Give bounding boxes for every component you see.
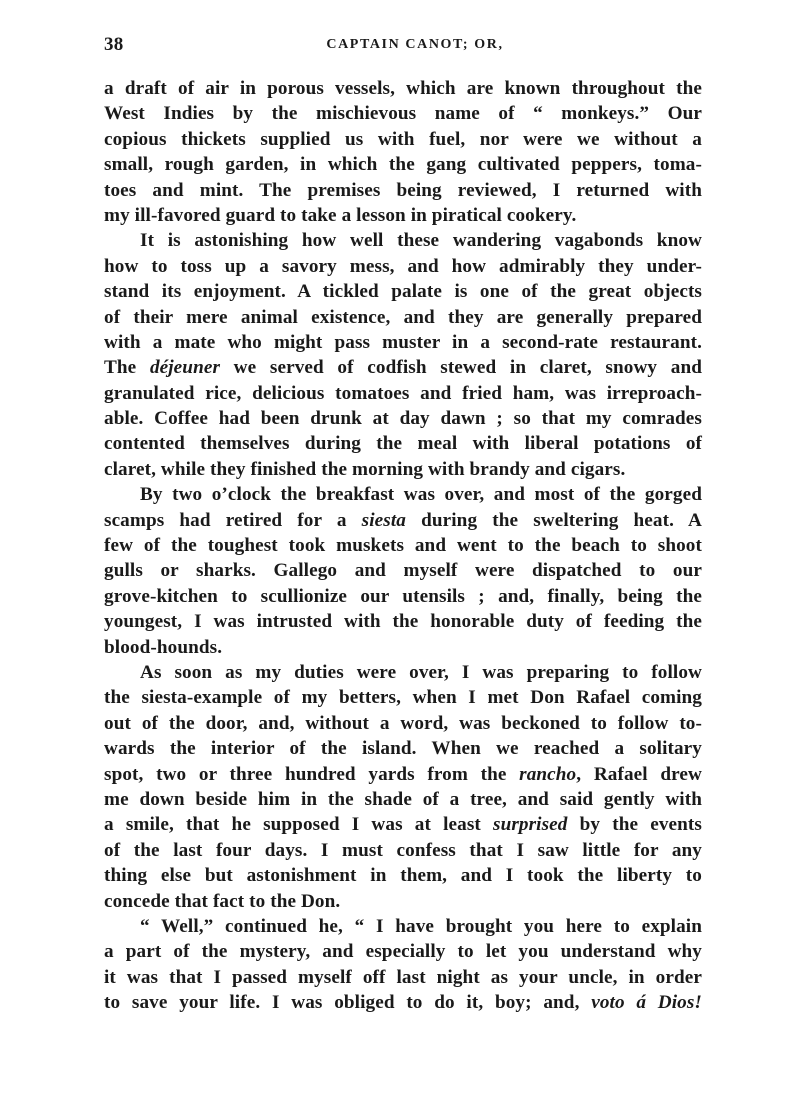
text-line	[104, 762, 702, 787]
text-segment: “ Well,” continued he, “ I have brought you here to explain	[140, 915, 702, 937]
italic-text: siesta	[361, 509, 406, 531]
text-line	[104, 990, 702, 1015]
text-segment: a smile, that he supposed I was at least	[104, 814, 494, 836]
text-segment: how to toss up a savory mess, and how admirably they under-	[104, 255, 702, 277]
text-segment: West Indies by the mischievous name of “ monkeys.” Our	[104, 103, 702, 125]
text-segment: It is astonishing how well these wandering vagabonds know	[140, 230, 702, 252]
text-segment: of their mere animal existence, and they are generally prepared	[104, 306, 702, 328]
text-line	[104, 305, 702, 330]
italic-text: surprised	[493, 814, 568, 836]
text-line	[104, 431, 702, 456]
body-text	[104, 76, 702, 1015]
text-segment: concede that fact to the Don.	[104, 890, 341, 912]
text-line	[104, 889, 702, 914]
text-segment: we served of codfish stewed in claret, snowy and	[220, 357, 702, 379]
text-line	[104, 965, 702, 990]
text-line	[104, 711, 702, 736]
book-page	[104, 34, 702, 1015]
text-segment: a part of the mystery, and especially to let you understand why	[104, 941, 702, 963]
text-segment: few of the toughest took muskets and went to the beach to shoot	[104, 535, 702, 557]
text-line	[104, 635, 702, 660]
text-line	[104, 787, 702, 812]
text-line	[104, 736, 702, 761]
text-segment: my ill-favored guard to take a lesson in piratical cookery.	[104, 204, 577, 226]
text-segment: able. Coffee had been drunk at day dawn ; so that my comrades	[104, 408, 702, 430]
text-segment: youngest, I was intrusted with the honorable duty of feeding the	[104, 611, 702, 633]
text-segment: claret, while they finished the morning with brandy and cigars.	[104, 458, 626, 480]
text-line	[104, 609, 702, 634]
text-segment: toes and mint. The premises being reviewed, I returned with	[104, 179, 702, 201]
text-line	[104, 330, 702, 355]
text-line	[104, 406, 702, 431]
text-line	[104, 939, 702, 964]
text-segment: me down beside him in the shade of a tree, and said gently with	[104, 788, 702, 810]
text-segment: granulated rice, delicious tomatoes and fried ham, was irreproach-	[104, 382, 702, 404]
text-line	[104, 355, 702, 380]
text-line	[104, 203, 702, 228]
text-segment: small, rough garden, in which the gang cultivated peppers, toma-	[104, 154, 702, 176]
text-line	[104, 812, 702, 837]
text-segment: with a mate who might pass muster in a second-rate restaurant.	[104, 331, 702, 353]
text-segment: blood-hounds.	[104, 636, 223, 658]
text-line	[104, 178, 702, 203]
text-line	[104, 127, 702, 152]
text-line	[104, 228, 702, 253]
text-line	[104, 584, 702, 609]
text-segment: grove-kitchen to scullionize our utensils ; and, finally, being the	[104, 585, 702, 607]
running-head: CAPTAIN CANOT; OR,	[326, 37, 504, 52]
text-segment: a draft of air in porous vessels, which are known throughout the	[104, 78, 702, 99]
text-line	[104, 457, 702, 482]
text-line	[104, 508, 702, 533]
text-segment: gulls or sharks. Gallego and myself were dispatched to our	[104, 560, 702, 582]
italic-text: déjeuner	[149, 357, 221, 379]
text-line	[104, 558, 702, 583]
text-segment: it was that I passed myself off last night as your uncle, in order	[104, 966, 702, 988]
text-line	[104, 685, 702, 710]
text-line	[104, 914, 702, 939]
text-line	[104, 482, 702, 507]
text-segment: stand its enjoyment. A tickled palate is one of the great objects	[104, 281, 702, 303]
text-line	[104, 76, 702, 101]
text-segment: of the last four days. I must confess that I saw little for any	[104, 839, 702, 861]
text-line	[104, 279, 702, 304]
text-segment: By two o’clock the breakfast was over, and most of the gorged	[140, 484, 702, 506]
text-segment: copious thickets supplied us with fuel, nor were we without a	[104, 128, 702, 150]
text-segment: by the events	[567, 814, 702, 836]
italic-text: voto á Dios!	[591, 992, 702, 1014]
text-segment: spot, two or three hundred yards from the	[104, 763, 520, 785]
page-header	[104, 34, 702, 64]
text-segment: wards the interior of the island. When we reached a solitary	[104, 738, 702, 760]
text-segment: As soon as my duties were over, I was preparing to follow	[140, 661, 702, 683]
text-segment: contented themselves during the meal with liberal potations of	[104, 433, 702, 455]
text-line	[104, 863, 702, 888]
italic-text: rancho	[519, 763, 577, 785]
text-segment: The	[104, 357, 150, 379]
text-segment: out of the door, and, without a word, was beckoned to follow to-	[104, 712, 702, 734]
text-segment: scamps had retired for a	[104, 509, 362, 531]
text-segment: , Rafael drew	[576, 763, 702, 785]
page-number: 38	[104, 34, 124, 55]
text-segment: during the sweltering heat. A	[405, 509, 702, 531]
text-segment: to save your life. I was obliged to do it, boy; and,	[104, 992, 592, 1014]
text-line	[104, 254, 702, 279]
text-line	[104, 101, 702, 126]
text-line	[104, 381, 702, 406]
text-line	[104, 533, 702, 558]
text-segment: the siesta-example of my betters, when I met Don Rafael coming	[104, 687, 702, 709]
text-line	[104, 838, 702, 863]
text-line	[104, 152, 702, 177]
text-segment: thing else but astonishment in them, and I took the liberty to	[104, 865, 702, 887]
text-line	[104, 660, 702, 685]
